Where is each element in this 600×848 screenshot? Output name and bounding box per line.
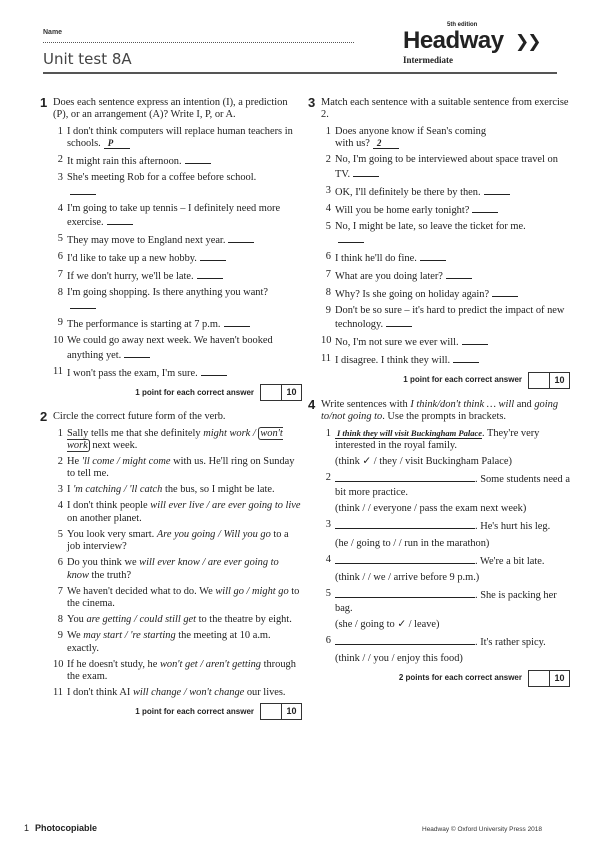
logo-edition: 5th edition — [447, 22, 478, 28]
item-number: 2 — [325, 472, 331, 484]
item-number: 3 — [57, 484, 63, 496]
item-number: 5 — [57, 233, 63, 245]
list-item — [53, 335, 302, 362]
double-chevron-icon: ❯❯ — [515, 32, 540, 52]
text: I think he'll do fine. — [335, 253, 417, 265]
exercise-4 — [308, 396, 570, 687]
instructions — [321, 399, 570, 424]
answer-blank[interactable] — [462, 335, 488, 345]
list-item — [321, 221, 570, 248]
option-text: will ever know / are ever going to know — [67, 557, 279, 581]
option-text: will change / won't change — [132, 686, 245, 698]
list-item — [321, 635, 570, 666]
right-column — [308, 97, 570, 697]
text: Does anyone know if Sean's coming — [335, 125, 487, 137]
item-number: 7 — [57, 269, 63, 281]
option-text: won't get / aren't getting — [159, 658, 261, 670]
item-number: 6 — [325, 634, 331, 646]
item-number: 10 — [321, 335, 332, 347]
score-input[interactable] — [261, 385, 281, 400]
text: You — [67, 614, 87, 626]
item-number: 6 — [325, 251, 331, 263]
list-item — [53, 154, 302, 168]
option-text: will go / might go — [215, 585, 289, 597]
score-box — [528, 670, 570, 687]
left-column — [40, 97, 302, 730]
prompt-text: (think / / we / arrive before 9 p.m.) — [335, 572, 480, 584]
text: Circle the correct future form of the verb. — [53, 411, 226, 423]
exercise-number: 2 — [40, 409, 48, 425]
list-item — [321, 203, 570, 217]
item-number: 3 — [325, 184, 331, 196]
item-number: 9 — [57, 630, 63, 642]
score-total: 10 — [281, 385, 301, 400]
list-item — [321, 251, 570, 265]
exercise-1 — [40, 97, 302, 401]
answer-blank[interactable] — [484, 185, 510, 195]
list-item — [53, 659, 302, 684]
exercise-3 — [308, 97, 570, 389]
item-number: 1 — [325, 427, 331, 439]
text: Don't be so sure – it's hard to predict the impact of new technology. — [335, 305, 565, 331]
list-item — [321, 335, 570, 349]
item-number: 5 — [325, 588, 331, 600]
answer-line[interactable]: I think they will visit Buckingham Palace — [337, 427, 482, 438]
item-number: 8 — [57, 614, 63, 626]
answer-line[interactable] — [335, 472, 475, 482]
item-number: 9 — [325, 305, 331, 317]
item-number: 8 — [325, 287, 331, 299]
text: . It's rather spicy. — [475, 636, 546, 648]
list-item — [53, 557, 302, 582]
item-number: 8 — [57, 287, 63, 299]
text: If he doesn't study, he — [67, 658, 160, 670]
score-row — [321, 372, 570, 389]
answer-blank[interactable]: P — [104, 139, 130, 149]
item-number: 4 — [57, 500, 63, 512]
answer-blank[interactable] — [492, 287, 518, 297]
prompt-text: (think / / you / enjoy this food) — [335, 653, 463, 665]
answer-blank[interactable] — [224, 317, 250, 327]
option-text: Are you going / Will you go — [156, 528, 271, 540]
text: OK, I'll definitely be there by then. — [335, 186, 481, 198]
option-text: might work / — [203, 427, 259, 439]
item-number: 2 — [57, 456, 63, 468]
list-item — [321, 126, 570, 151]
answer-blank[interactable] — [201, 366, 227, 376]
text: We could go away next week. We haven't booked anything yet. — [67, 335, 273, 361]
answer-blank[interactable] — [453, 353, 479, 363]
text: . They're very interested in the royal family. — [335, 427, 540, 452]
text: We — [67, 630, 84, 642]
exercise-2 — [40, 411, 302, 720]
text: on another planet. — [67, 512, 142, 524]
text: No, I'm not sure we ever will. — [335, 337, 459, 349]
item-number: 5 — [57, 528, 63, 540]
text: I'm going shopping. Is there anything you want? — [67, 287, 268, 299]
text: The performance is starting at 7 p.m. — [67, 319, 221, 331]
score-label: 1 point for each correct answer — [403, 375, 522, 385]
list-item — [53, 269, 302, 283]
score-input[interactable] — [529, 373, 549, 388]
prompt-text: (think / / everyone / pass the exam next week) — [335, 503, 527, 515]
item-number: 6 — [57, 557, 63, 569]
text: with us. He'll ring on Sunday to tell me. — [67, 456, 295, 480]
answer-blank[interactable] — [185, 154, 211, 164]
instructions — [53, 411, 302, 423]
text: the meeting at 10 a.m. exactly. — [67, 630, 271, 654]
option-text: going to/not going to — [321, 398, 559, 423]
list-item — [53, 500, 302, 525]
list-item — [53, 428, 302, 453]
text: I'm going to take up tennis – I definitely need more exercise. — [67, 202, 281, 229]
instructions — [321, 97, 570, 122]
header-divider — [43, 72, 557, 74]
item-number: 3 — [325, 519, 331, 531]
list-item — [321, 185, 570, 199]
item-number: 6 — [57, 251, 63, 263]
list-item — [53, 484, 302, 496]
copyright: Headway © Oxford University Press 2018 — [422, 826, 543, 833]
answer-blank[interactable] — [386, 317, 412, 327]
text: I don't think computers will replace human teachers in schools. — [67, 125, 293, 150]
item-number: 11 — [53, 686, 64, 698]
text: You look very smart. — [67, 528, 157, 540]
text: Do you think we — [67, 557, 140, 569]
score-row — [53, 703, 302, 720]
item-number: 10 — [53, 335, 64, 347]
item-number: 11 — [321, 353, 332, 365]
text: next week. — [89, 440, 138, 452]
score-box — [528, 372, 570, 389]
score-box — [260, 384, 302, 401]
answer-line[interactable] — [335, 519, 475, 529]
page-title: Unit test 8A — [43, 50, 132, 68]
item-number: 7 — [325, 269, 331, 281]
answer-blank[interactable] — [197, 269, 223, 279]
answer-blank[interactable]: 2 — [373, 139, 399, 149]
score-label: 1 point for each correct answer — [135, 706, 254, 716]
list-item — [53, 586, 302, 611]
text: and — [514, 398, 535, 410]
photocopiable-label: Photocopiable — [35, 823, 98, 833]
prompt-text: (she / going to ✓ / leave) — [335, 618, 440, 630]
list-item — [321, 305, 570, 332]
answer-blank[interactable] — [472, 203, 498, 213]
score-total: 10 — [549, 671, 569, 686]
item-number: 3 — [57, 172, 63, 184]
answer-blank[interactable] — [420, 251, 446, 261]
answer-blank[interactable] — [70, 299, 96, 309]
prompt-text: (think ✓ / they / visit Buckingham Palace) — [335, 456, 512, 468]
footer-left — [24, 822, 97, 834]
text: I don't think AI — [67, 686, 133, 698]
text: Write sentences with — [321, 398, 411, 410]
answer-blank[interactable] — [107, 215, 133, 225]
text: . Some students need a bit more practice. — [335, 474, 570, 498]
answer-line[interactable] — [335, 588, 475, 598]
text: Will you be home early tonight? — [335, 204, 470, 216]
text: Why? Is she going on holiday again? — [335, 289, 490, 301]
exercise-number: 3 — [308, 95, 316, 110]
list-item — [53, 126, 302, 151]
list-item — [53, 687, 302, 699]
text: They may move to England next year. — [67, 235, 226, 247]
score-total: 10 — [281, 704, 301, 719]
option-text: 'll come / might come — [81, 456, 171, 468]
option-text: are getting / could still get — [86, 614, 197, 626]
item-number: 4 — [325, 553, 331, 565]
answer-blank[interactable] — [446, 269, 472, 279]
score-total: 10 — [549, 373, 569, 388]
item-number: 1 — [325, 125, 331, 137]
answer-line[interactable] — [335, 554, 475, 564]
text: I won't pass the exam, I'm sure. — [67, 367, 198, 379]
item-number: 2 — [57, 154, 63, 166]
score-label: 2 points for each correct answer — [398, 673, 522, 683]
text: She's meeting Rob for a coffee before school. — [67, 172, 257, 184]
text: It might rain this afternoon. — [67, 156, 182, 168]
text: to the theatre by eight. — [196, 614, 292, 626]
text: through the exam. — [67, 658, 296, 682]
list-item — [321, 588, 570, 631]
option-text: 'm catching / 'll catch — [73, 484, 163, 496]
score-input[interactable] — [261, 704, 281, 719]
answer-line[interactable] — [335, 635, 475, 645]
text: I don't think people — [67, 500, 151, 512]
item-number: 7 — [57, 585, 63, 597]
name-label: Name — [43, 29, 63, 36]
instructions — [53, 97, 302, 122]
item-number: 4 — [325, 202, 331, 214]
text: I — [67, 484, 74, 496]
logo-level: Intermediate — [403, 55, 453, 65]
list-item — [321, 287, 570, 301]
list-item — [321, 154, 570, 181]
answer-blank[interactable] — [124, 348, 150, 358]
score-row — [321, 670, 570, 687]
list-item — [321, 428, 570, 469]
logo-brand: Headway — [403, 27, 504, 54]
text: to a job interview? — [67, 528, 289, 553]
text: He — [67, 456, 82, 468]
text: . We're a bit late. — [475, 555, 545, 567]
list-item — [53, 251, 302, 265]
text: I'd like to take up a new hobby. — [67, 253, 197, 265]
list-item — [321, 269, 570, 283]
text: the truth? — [88, 569, 132, 581]
list-item — [321, 353, 570, 367]
prompt-text: (he / going to / / run in the marathon) — [335, 537, 490, 549]
answer-blank[interactable] — [70, 185, 96, 195]
list-item — [321, 519, 570, 550]
item-number: 10 — [53, 658, 64, 670]
list-item — [53, 317, 302, 331]
list-item — [321, 472, 570, 515]
page-number: 1 — [24, 823, 30, 833]
item-number: 11 — [53, 365, 64, 377]
answer-blank[interactable] — [353, 167, 379, 177]
exercise-number: 1 — [40, 95, 48, 110]
text: with us? — [335, 138, 370, 150]
item-number: 9 — [57, 317, 63, 329]
text: the bus, so I might be late. — [162, 484, 275, 496]
item-number: 5 — [325, 220, 331, 232]
list-item — [53, 233, 302, 247]
item-number: 1 — [57, 427, 63, 439]
text: our lives. — [244, 686, 286, 698]
text: I disagree. I think they will. — [335, 355, 451, 367]
list-item — [53, 614, 302, 626]
item-number: 1 — [57, 125, 63, 137]
answer-blank[interactable] — [338, 233, 364, 243]
list-item — [53, 172, 302, 199]
text: No, I might be late, so leave the ticket for me. — [335, 220, 526, 232]
circled-option: won't work — [67, 427, 283, 452]
list-item — [53, 456, 302, 481]
score-label: 1 point for each correct answer — [135, 387, 254, 397]
text: . She is packing her bag. — [335, 590, 557, 614]
list-item — [53, 287, 302, 314]
option-text: I think/don't think … will — [410, 398, 515, 410]
text: to the cinema. — [67, 585, 300, 610]
item-number: 2 — [325, 154, 331, 166]
list-item — [321, 554, 570, 585]
option-text: will ever live / are ever going to live — [150, 500, 301, 512]
answer-blank[interactable] — [228, 233, 254, 243]
text: We haven't decided what to do. We — [67, 585, 216, 597]
text: Does each sentence express an intention (I), a prediction (P), or an arrangement (A)? Write I, P, or A. — [53, 97, 288, 121]
text: . He's hurt his leg. — [475, 521, 551, 533]
score-box — [260, 703, 302, 720]
list-item — [53, 630, 302, 655]
item-number: 4 — [57, 202, 63, 214]
answer-blank[interactable] — [200, 251, 226, 261]
text: If we don't hurry, we'll be late. — [67, 271, 194, 283]
text: What are you doing later? — [335, 271, 443, 283]
exercise-number: 4 — [308, 396, 316, 412]
headway-logo — [403, 22, 563, 70]
text: Sally tells me that she definitely — [67, 427, 204, 439]
score-input[interactable] — [529, 671, 549, 686]
list-item — [53, 529, 302, 554]
list-item — [53, 203, 302, 230]
name-field[interactable] — [43, 42, 354, 43]
score-row — [53, 384, 302, 401]
text: . Use the prompts in brackets. — [382, 411, 506, 423]
option-text: may start / 're starting — [83, 630, 176, 642]
text: No, I'm going to be interviewed about space travel on TV. — [335, 154, 558, 180]
list-item — [53, 366, 302, 380]
text: Match each sentence with a suitable sentence from exercise 2. — [321, 97, 569, 121]
